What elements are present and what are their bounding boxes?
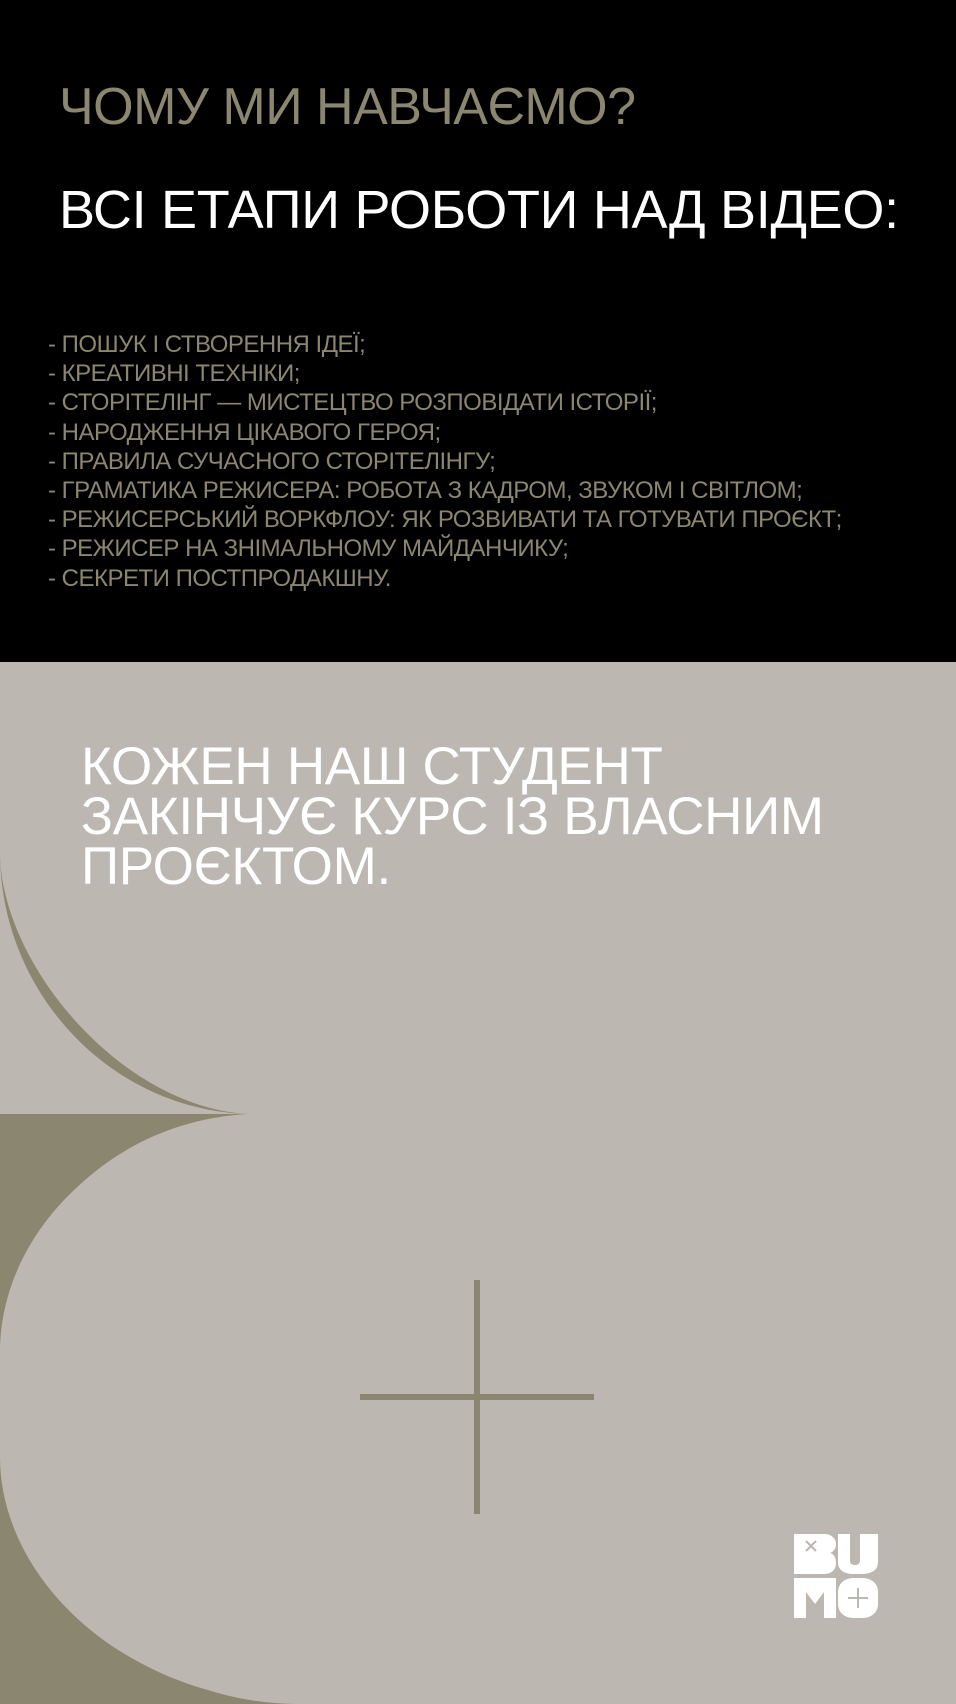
list-item: - СЕКРЕТИ ПОСТПРОДАКШНУ.: [48, 564, 391, 592]
list-item: - ПРАВИЛА СУЧАСНОГО СТОРІТЕЛІНГУ;: [48, 447, 496, 475]
top-section: [0, 0, 956, 662]
statement-line: ПРОЄКТОМ.: [81, 837, 391, 896]
bottom-section: [0, 662, 956, 1704]
section-question: ЧОМУ МИ НАВЧАЄМО?: [59, 78, 636, 136]
list-item: - ГРАМАТИКА РЕЖИСЕРА: РОБОТА З КАДРОМ, ЗВУКОМ І СВІТЛОМ;: [48, 477, 803, 505]
bumo-logo-icon: [792, 1532, 880, 1620]
list-item: - РЕЖИСЕР НА ЗНІМАЛЬНОМУ МАЙДАНЧИКУ;: [48, 535, 569, 563]
list-item: - НАРОДЖЕННЯ ЦІКАВОГО ГЕРОЯ;: [48, 418, 441, 446]
student-statement: [81, 737, 901, 896]
list-item: - РЕЖИСЕРСЬКИЙ ВОРКФЛОУ: ЯК РОЗВИВАТИ ТА ГОТУВАТИ ПРОЄКТ;: [48, 506, 842, 534]
plus-horizontal-line: [360, 1394, 594, 1400]
list-item: - КРЕАТИВНІ ТЕХНІКИ;: [48, 360, 300, 388]
statement-line: КОЖЕН НАШ СТУДЕНТ: [81, 737, 663, 796]
topics-list: [48, 330, 948, 593]
statement-line: ЗАКІНЧУЄ КУРС ІЗ ВЛАСНИМ: [81, 787, 824, 846]
list-item: - СТОРІТЕЛІНГ — МИСТЕЦТВО РОЗПОВІДАТИ ІСТОРІЇ;: [48, 389, 657, 417]
list-item: - ПОШУК І СТВОРЕННЯ ІДЕЇ;: [48, 331, 366, 358]
section-title: ВСІ ЕТАПИ РОБОТИ НАД ВІДЕО:: [59, 180, 899, 240]
